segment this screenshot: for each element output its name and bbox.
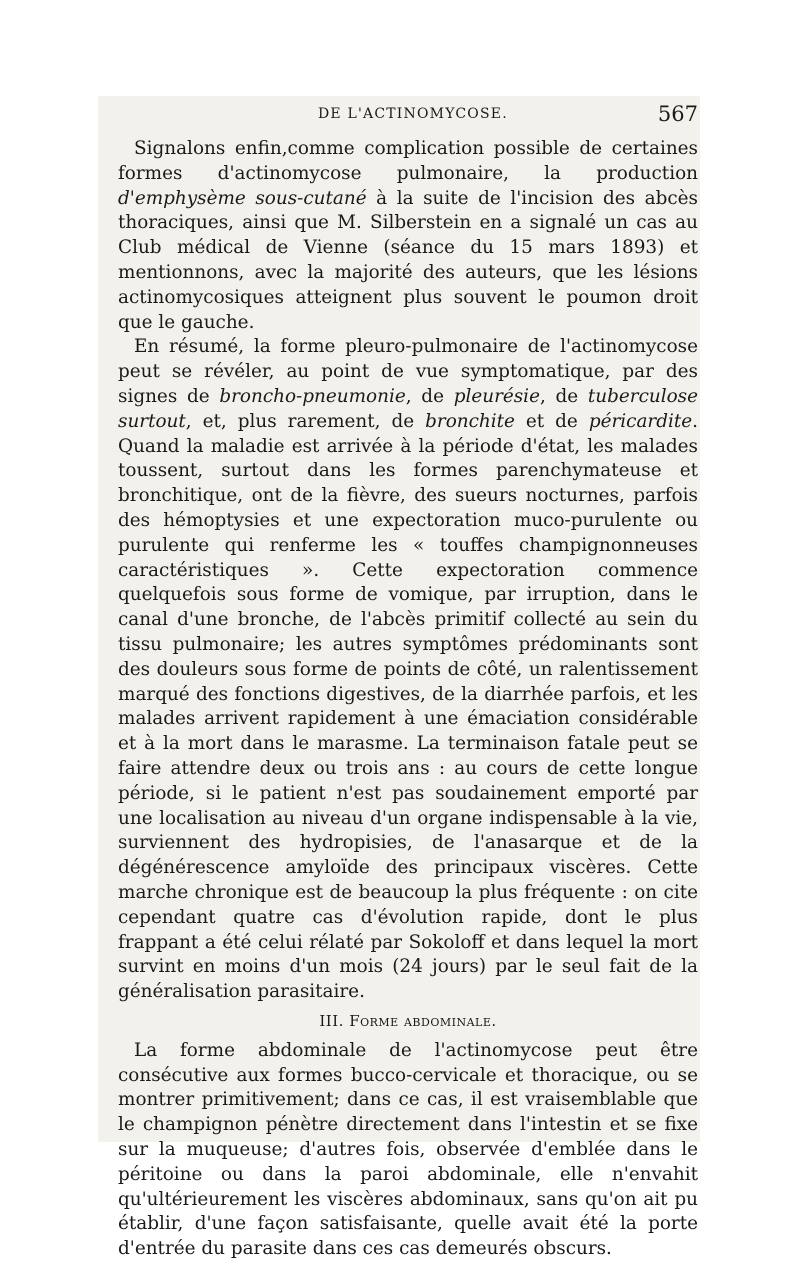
text-run: , de [405, 385, 454, 407]
paragraph-summary [118, 335, 698, 1005]
text-run: . Quand la maladie est arrivée à la période d'état, les malades toussent, surtout dans les formes parenchymateuse et bronchitique, ont de la fièvre, des sueurs nocturnes, parfois des hémoptysies et une expectoration muco-purulente ou purulente qui renferme les « touffes champignonneuses caractéristiques ». Cette expectoration commence quelquefois sous forme de vomique, par irruption, dans le canal d'une bronche, de l'abcès primitif collecté au sein du tissu pulmonaire; les autres symptômes prédominants sont des douleurs sous forme de points de côté, un ralentissement marqué des fonctions digestives, de la diarrhée parfois, et les malades arrivent rapidement à une émaciation considérable et à la mort dans le marasme. La terminaison fatale peut se faire attendre deux ou trois ans : au cours de cette longue période, si le patient n'est pas soudainement emporté par une localisation au niveau d'un organe indispensable à la vie, surviennent des hydropisies, de l'anasarque et de la dégénérescence amyloïde des principaux viscères. Cette marche chronique est de beaucoup la plus fréquente : on cite cependant quatre cas d'évolution rapide, dont le plus frappant a été celui rélaté par Sokoloff et dans lequel la mort survint en moins d'un mois (24 jours) par le seul fait de la généralisation parasitaire. [118, 410, 698, 1003]
text-run: , de [539, 385, 588, 407]
text-run: et de [514, 410, 589, 432]
section-title: Forme abdominale. [349, 1011, 497, 1030]
text-run: En résumé, la forme pleuro-pulmonaire de l'actinomycose peut se révéler, au point de vue symptomatique, par des signes de [118, 336, 698, 407]
text-run: Signalons enfin,comme complication possible de certaines formes d'actinomycose pulmonaire, la production [118, 138, 698, 184]
italic-term: pleurésie [453, 385, 540, 407]
running-title: DE L'ACTINOMYCOSE. [318, 106, 508, 122]
text-run: , et, plus rarement, de [185, 410, 426, 432]
page-number: 567 [657, 102, 698, 126]
paragraph-emphysema [118, 137, 698, 335]
page-header [118, 102, 700, 134]
italic-term: bronchite [425, 410, 515, 432]
paragraph-abdominal [118, 1039, 698, 1262]
italic-term: tuberculose surtout [118, 385, 698, 432]
section-heading [118, 1009, 698, 1033]
italic-term: broncho-pneumonie [219, 385, 406, 407]
text-run: La forme abdominale de l'actinomycose peut être consécutive aux formes bucco-cervicale et thoracique, ou se montrer primitivement; dans ce cas, il est vraisemblable que le champignon pénètre directement dans l'intestin et se fixe sur la muqueuse; d'autres fois, observée d'emblée dans le péritoine ou dans la paroi abdominale, elle n'envahit qu'ultérieurement les viscères abdominaux, sans qu'on ait pu établir, d'une façon satisfaisante, quelle avait été la porte d'entrée du parasite dans ces cas demeurés obscurs. [118, 1039, 698, 1260]
italic-term: d'emphysème sous-cutané [118, 187, 367, 209]
body-text [118, 137, 698, 1262]
italic-term: péricardite [588, 410, 693, 432]
text-run: à la suite de l'incision des abcès thoraciques, ainsi que M. Silberstein en a signalé un cas au Club médical de Vienne (séance du 15 mars 1893) et mentionnons, avec la majorité des auteurs, que les lésions actinomycosiques atteignent plus souvent le poumon droit que le gauche. [118, 187, 698, 333]
section-number: III. [319, 1011, 344, 1030]
